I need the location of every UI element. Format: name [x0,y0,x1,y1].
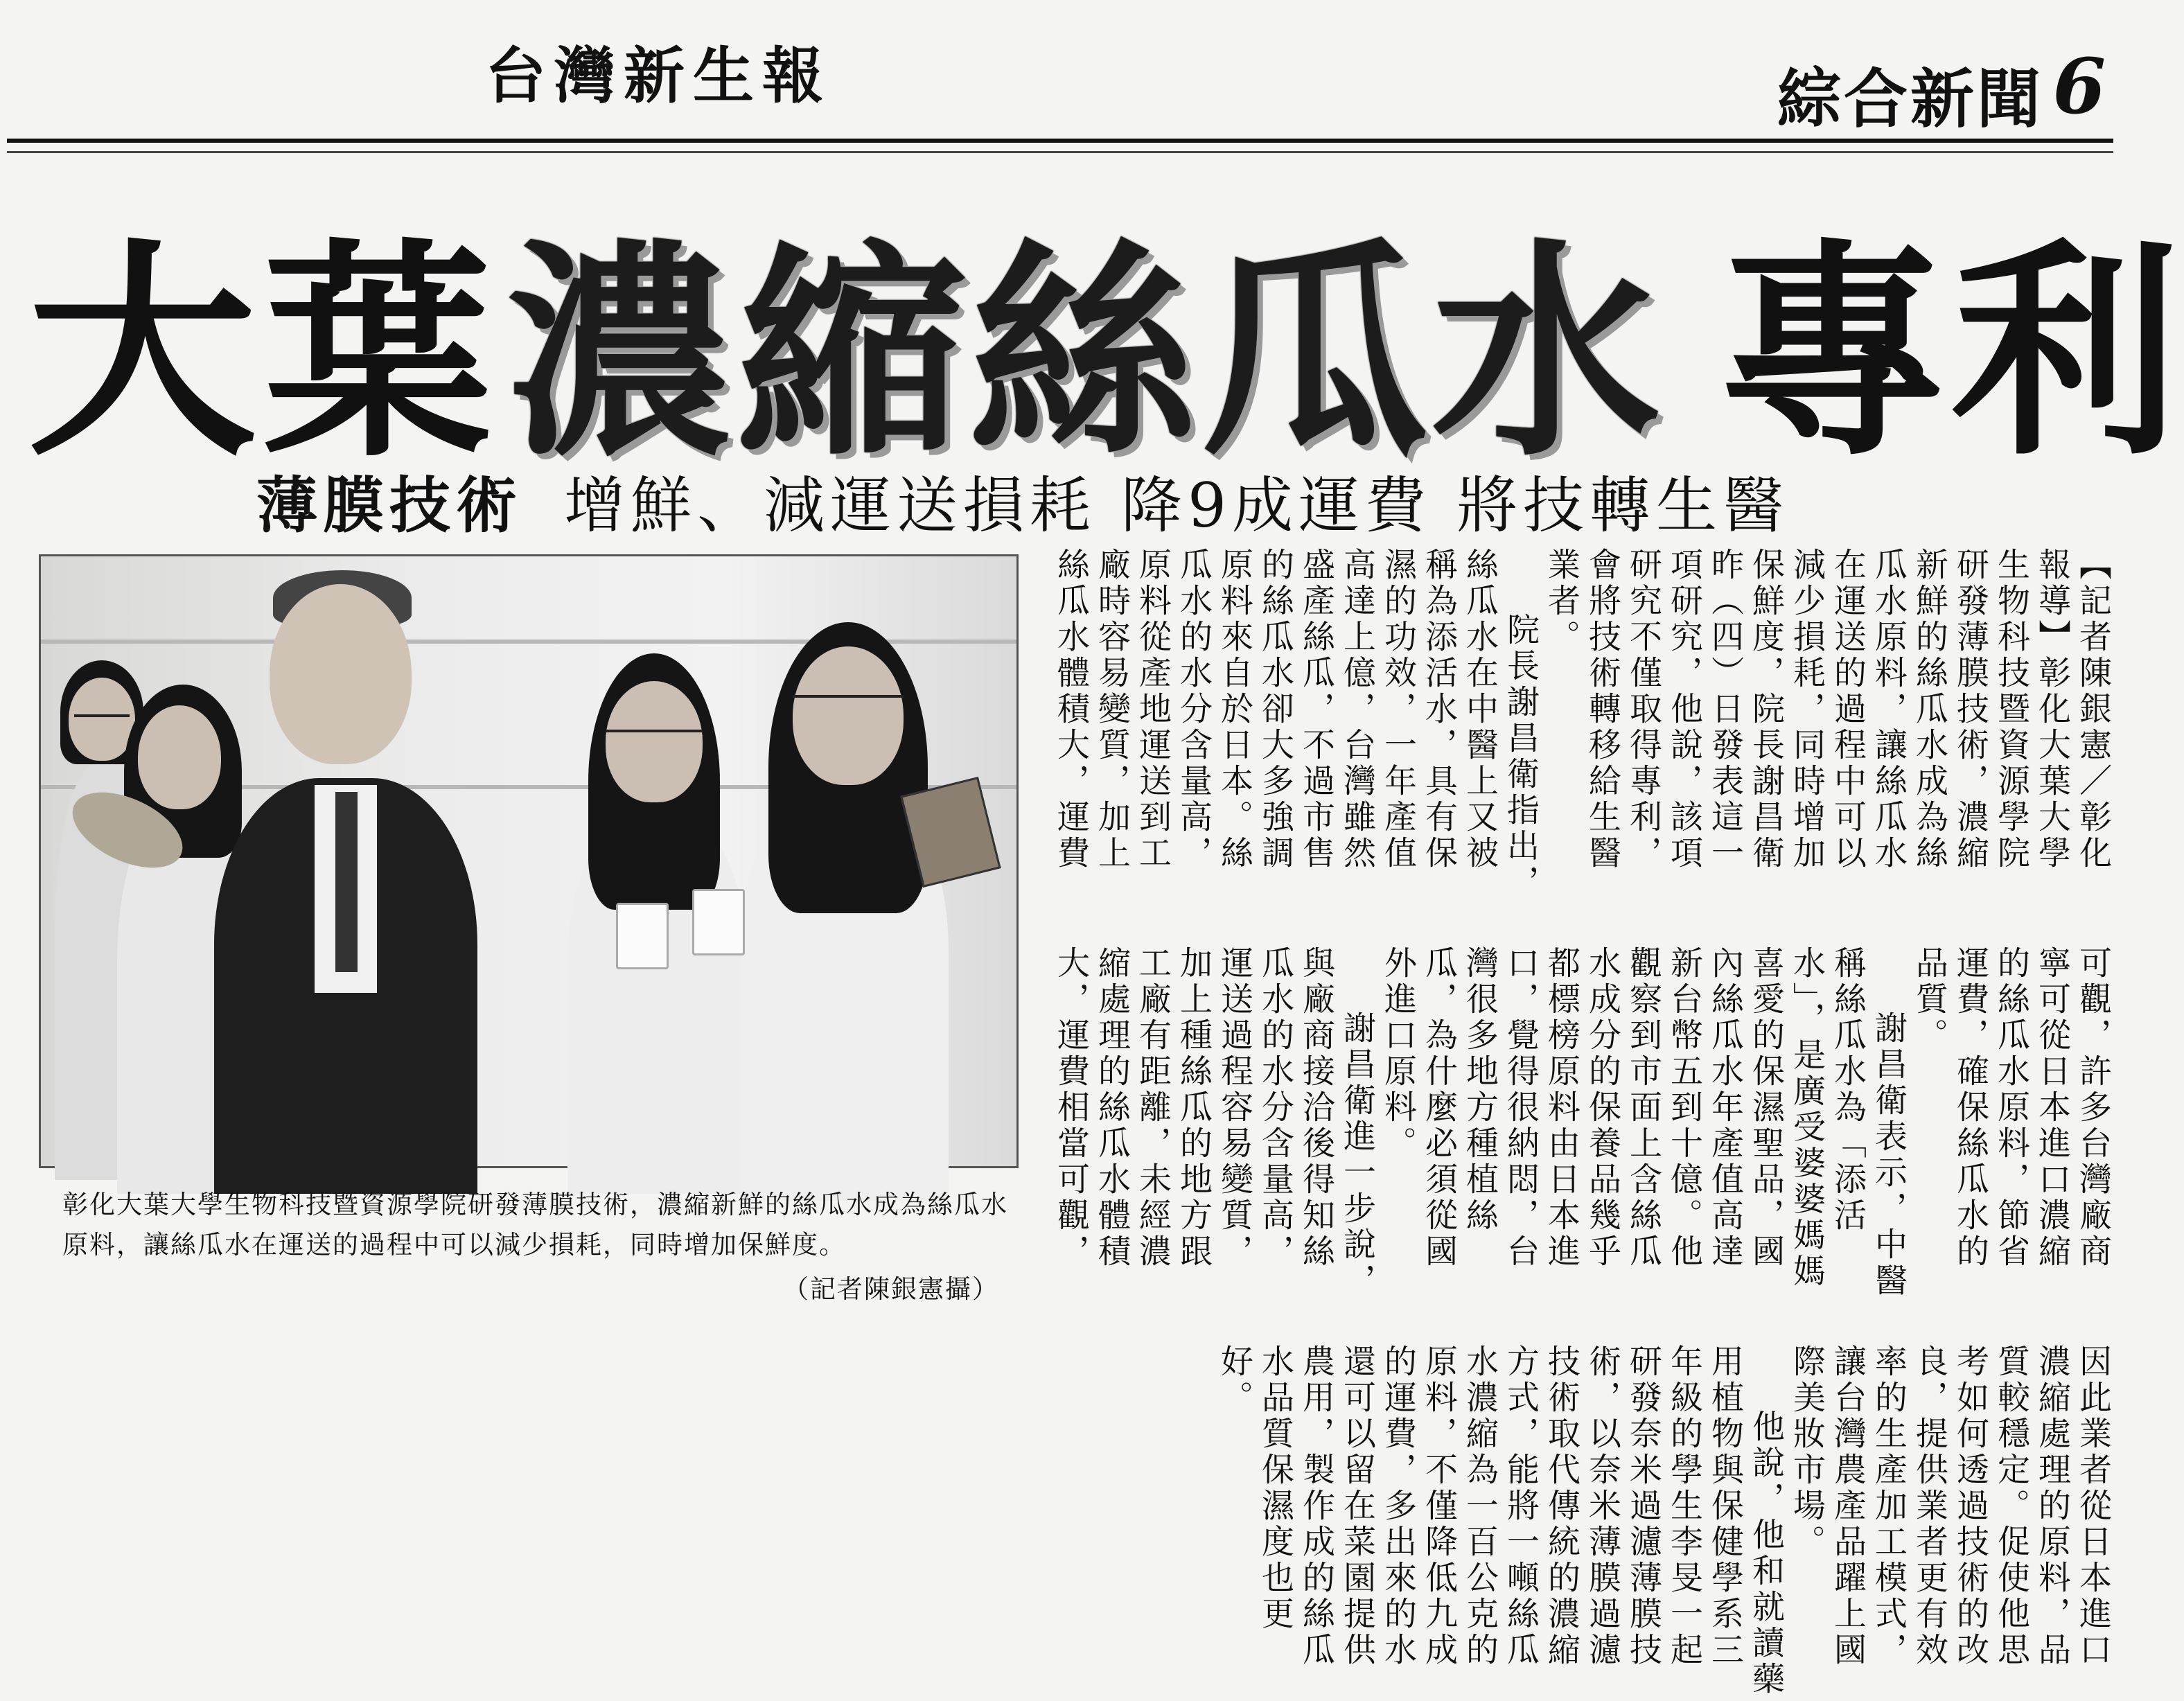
section-label: 綜合新聞 [1777,62,2043,136]
subhead [256,457,1789,545]
subhead-rest: 增鮮、減運送損耗 降9成運費 將技轉生醫 [564,470,1789,541]
article-body [1032,547,2113,1698]
photo-caption: 彰化大葉大學生物科技暨資源學院研發薄膜技術，濃縮新鮮的絲瓜水成為絲瓜水原料，讓絲瓜水在運送的過程中可以減少損耗，同時增加保鮮度。 [62,1190,1008,1260]
cup [692,889,745,955]
news-photo [39,554,1019,1168]
article-paragraph: 他說，他和就讀藥用植物與保健學系三年級的學生李旻一起研發奈米過濾薄膜技術，以奈米薄膜過濾技術取代傳統的濃縮方式，能將一噸絲瓜水濃縮為一百公克的原料，不僅降低九成的運費，多出來的水還可以留在菜園提供農用，製作成的絲瓜水品質保濕度也更好。 [1215,1344,1785,1698]
headline-part3: 專利 [1718,220,2184,486]
article-paragraph: 院長謝昌衛指出，絲瓜水在中醫上又被稱為添活水，具有保濕的功效，一年產值高達上億，台灣雖然盛產絲瓜，不過市售的絲瓜水卻大多強調原料來自於日本。絲瓜水的水分含量高，原料從產地運送到工廠時容易變質，加上絲瓜水體積大，運費可觀，許多台灣廠商寧可從日本進口濃縮的絲瓜水原料，節省運費，確保絲瓜水的品質。 [1052,547,2112,1270]
section-page-number: 6 [2052,42,2106,131]
article-paragraph: 【記者陳銀憲／彰化報導】彰化大葉大學生物科技暨資源學院研發薄膜技術，濃縮新鮮的絲瓜水成為絲瓜水原料，讓絲瓜水在運送的過程中可以減少損耗，同時增加保鮮度，院長謝昌衛昨（四）日發表這一項研究，他說，該項研究不僅取得專利，會將技術轉移給生醫業者。 [1542,547,2112,872]
article-paragraph: 謝昌衛表示，中醫稱絲瓜水為「添活水」，是廣受婆婆媽媽喜愛的保濕聖品，國內絲瓜水年產值高達新台幣五到十億。他觀察到市面上含絲瓜水成分的保養品幾乎都標榜原料由日本進口，覺得很納悶，台灣很多地方種植絲瓜，為什麼必須從國外進口原料。 [1379,946,1908,1299]
headline-part2: 濃縮絲瓜水 [506,220,1663,486]
headline [28,170,2184,486]
photo-credit: （記者陳銀憲攝） [783,1274,999,1304]
headline-part1: 大葉 [28,220,499,486]
article-paragraph: 謝昌衛進一步說，與廠商接洽後得知絲瓜水的水分含量高，運送過程容易變質，加上種絲瓜的地方跟工廠有距離，未經濃縮處理的絲瓜水體積大，運費相當可觀，因此業者從日本進口濃縮處理的原料，品質較穩定。促使他思考如何透過技術的改良，提供業者更有效率的生產加工模式，讓台灣農產品躍上國際美妝市場。 [1052,946,2112,1668]
header-rule [7,139,2113,143]
header-rule-thin [7,151,2113,153]
masthead: 台灣新生報 [485,39,832,112]
subhead-lead: 薄膜技術 [256,469,523,541]
cup [616,903,669,969]
